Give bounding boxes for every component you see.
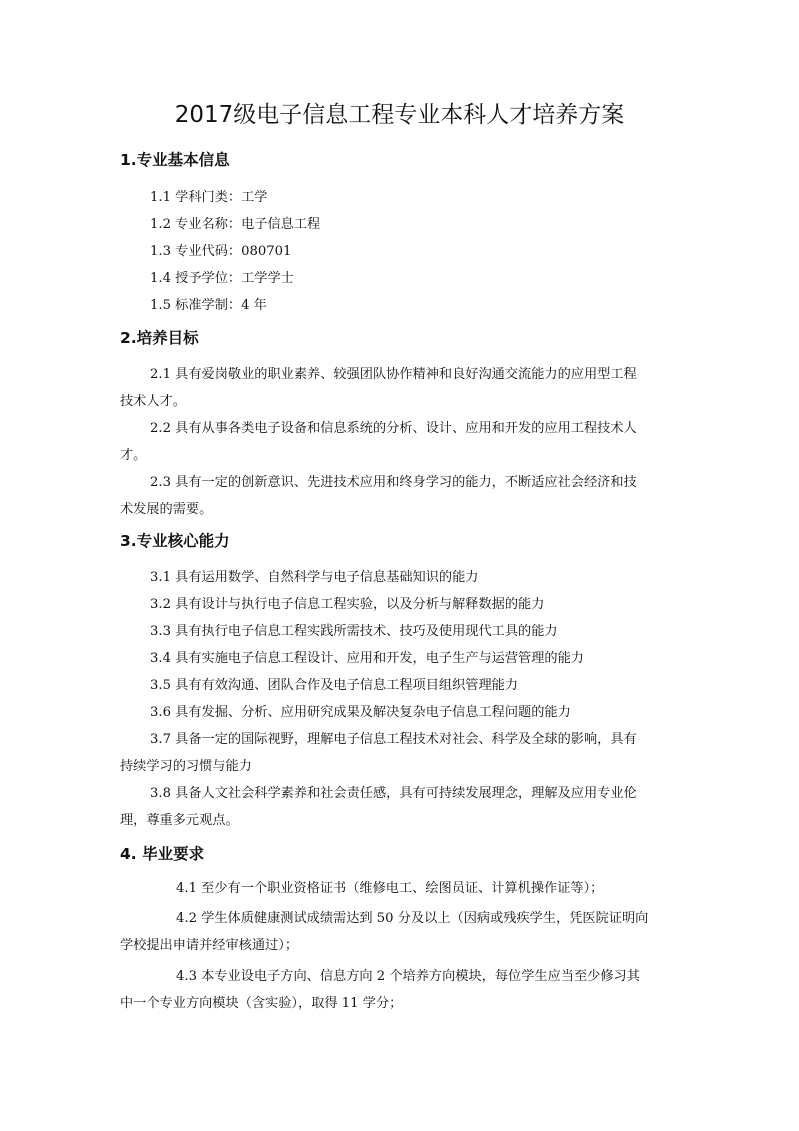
graduation-requirement-line: 4.1 至少有一个职业资格证书（维修电工、绘图员证、计算机操作证等）； bbox=[176, 881, 604, 896]
basic-info-item: 1.1 学科门类：工学 bbox=[150, 190, 268, 205]
ability-item: 3.3 具有执行电子信息工程实践所需技术、技巧及使用现代工具的能力 bbox=[150, 624, 558, 639]
graduation-requirement-line: 4.2 学生体质健康测试成绩需达到 50 分及以上（因病或残疾学生，凭医院证明向 bbox=[176, 911, 649, 926]
ability-paragraph-line: 3.7 具备一定的国际视野，理解电子信息工程技术对社会、科学及全球的影响，具有 bbox=[150, 732, 637, 747]
goal-paragraph-line: 技术人才。 bbox=[120, 394, 186, 409]
section-heading-goals: 2.培养目标 bbox=[120, 329, 199, 347]
document-title: 2017级电子信息工程专业本科人才培养方案 bbox=[174, 102, 625, 128]
ability-paragraph-line: 理，尊重多元观点。 bbox=[120, 813, 239, 828]
ability-paragraph-line: 3.8 具备人文社会科学素养和社会责任感，具有可持续发展理念，理解及应用专业伦 bbox=[150, 786, 637, 801]
basic-info-item: 1.2 专业名称：电子信息工程 bbox=[150, 217, 321, 232]
ability-item: 3.5 具有有效沟通、团队合作及电子信息工程项目组织管理能力 bbox=[150, 678, 519, 693]
graduation-requirement-line: 4.3 本专业设电子方向、信息方向 2 个培养方向模块，每位学生应当至少修习其 bbox=[176, 969, 640, 984]
ability-item: 3.1 具有运用数学、自然科学与电子信息基础知识的能力 bbox=[150, 570, 479, 585]
section-heading-core-abilities: 3.专业核心能力 bbox=[120, 532, 230, 550]
basic-info-item: 1.4 授予学位：工学学士 bbox=[150, 271, 294, 286]
ability-paragraph-line: 持续学习的习惯与能力 bbox=[120, 759, 252, 774]
graduation-requirement-line: 学校提出申请并经审核通过）； bbox=[120, 938, 299, 953]
goal-paragraph-line: 术发展的需要。 bbox=[120, 502, 213, 517]
section-heading-graduation: 4. 毕业要求 bbox=[120, 845, 205, 863]
goal-paragraph-line: 2.2 具有从事各类电子设备和信息系统的分析、设计、应用和开发的应用工程技术人 bbox=[150, 421, 637, 436]
goal-paragraph-line: 2.3 具有一定的创新意识、先进技术应用和终身学习的能力，不断适应社会经济和技 bbox=[150, 475, 637, 490]
ability-item: 3.2 具有设计与执行电子信息工程实验，以及分析与解释数据的能力 bbox=[150, 597, 545, 612]
graduation-requirement-line: 中一个专业方向模块（含实验），取得 11 学分； bbox=[120, 996, 403, 1011]
section-heading-basic-info: 1.专业基本信息 bbox=[120, 151, 230, 169]
basic-info-item: 1.3 专业代码：080701 bbox=[150, 244, 292, 259]
basic-info-item: 1.5 标准学制：4 年 bbox=[150, 298, 267, 313]
goal-paragraph-line: 才。 bbox=[120, 448, 147, 463]
goal-paragraph-line: 2.1 具有爱岗敬业的职业素养、较强团队协作精神和良好沟通交流能力的应用型工程 bbox=[150, 367, 637, 382]
ability-item: 3.4 具有实施电子信息工程设计、应用和开发，电子生产与运营管理的能力 bbox=[150, 651, 584, 666]
ability-item: 3.6 具有发掘、分析、应用研究成果及解决复杂电子信息工程问题的能力 bbox=[150, 705, 571, 720]
